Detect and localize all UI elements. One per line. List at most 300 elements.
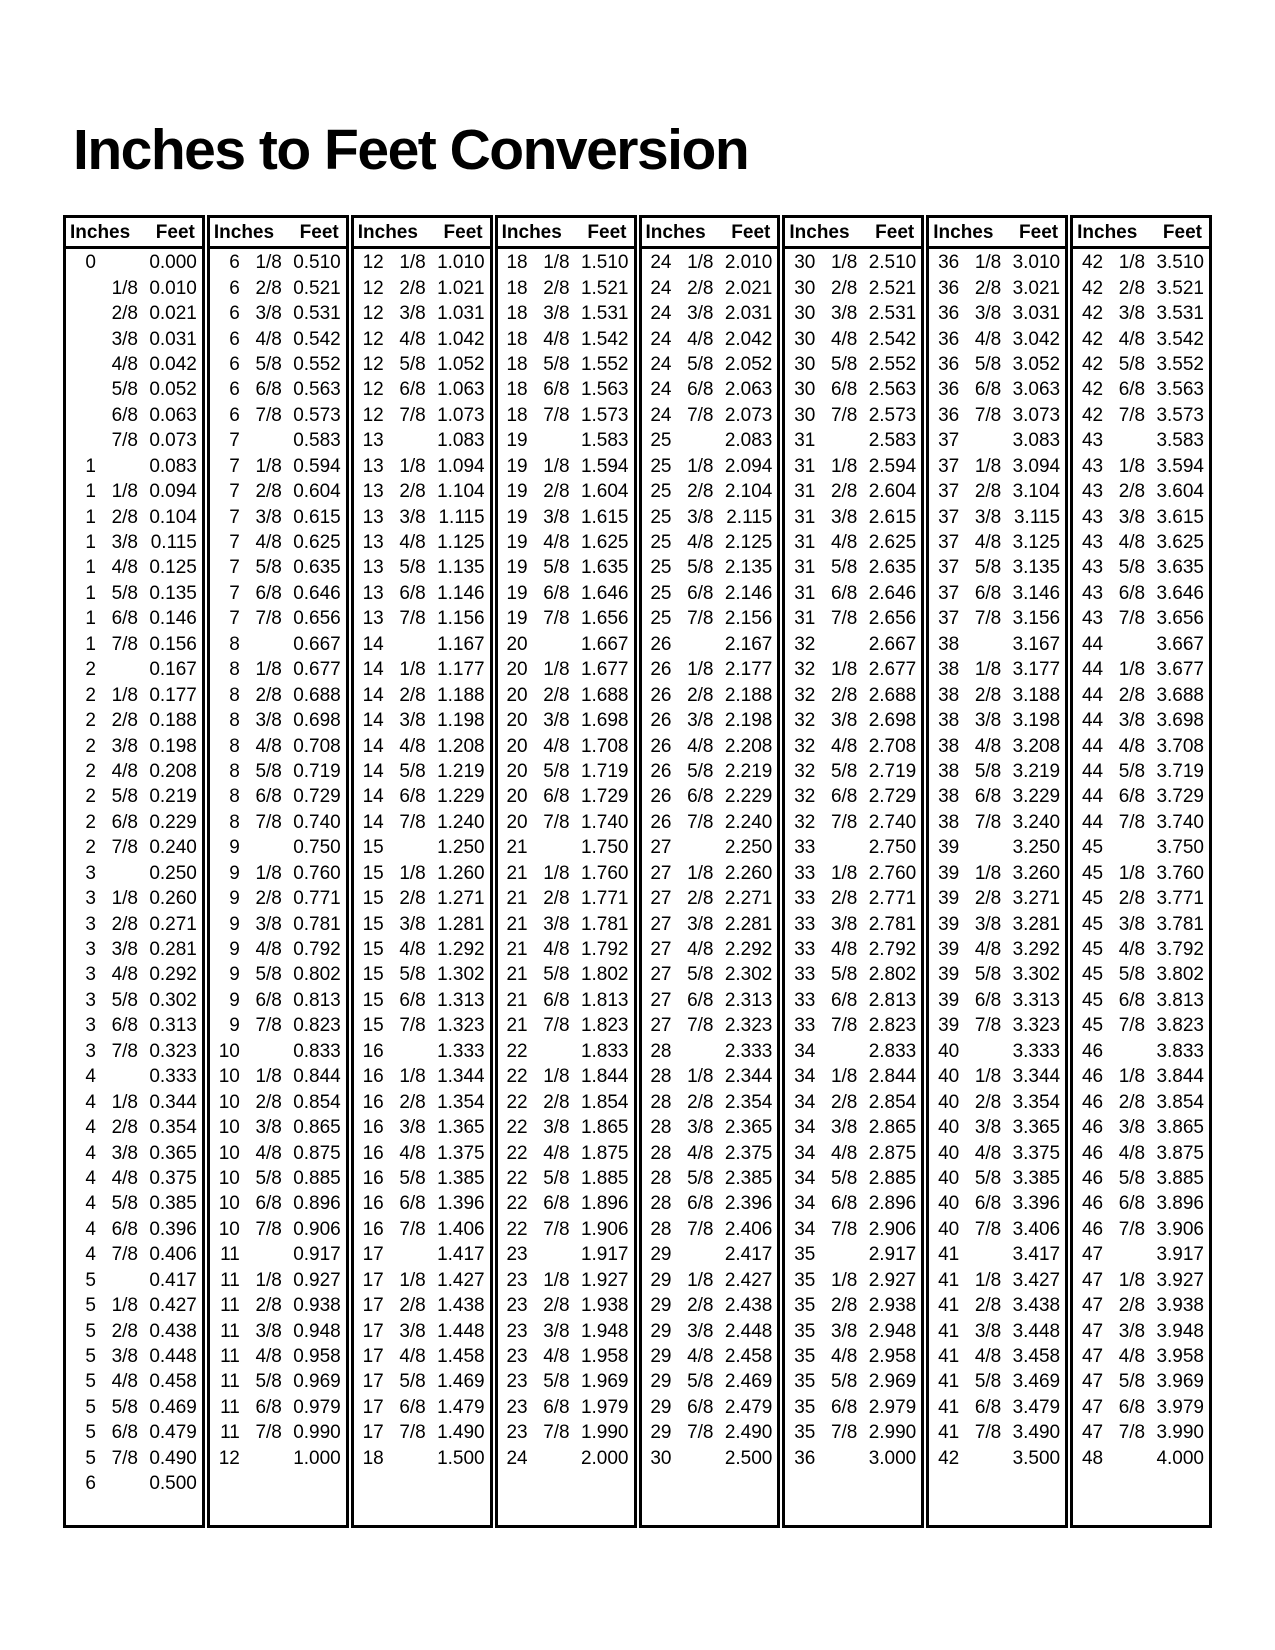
inches-whole-value: 15	[362, 837, 384, 859]
table-row	[785, 1344, 921, 1369]
feet-value: 1.583	[580, 430, 629, 452]
inches-whole-value: 37	[938, 506, 960, 528]
feet-value: 3.719	[1156, 760, 1204, 782]
feet-value: 1.813	[580, 989, 629, 1011]
inches-whole-value: 25	[650, 506, 672, 528]
table-row	[66, 1446, 202, 1471]
inches-whole-value: 44	[1081, 684, 1104, 706]
table-row	[929, 759, 1065, 784]
table-row	[642, 581, 778, 606]
inches-fraction-value: 1/8	[111, 277, 138, 299]
inches-fraction-value: 1/8	[974, 1066, 1002, 1088]
table-row	[1073, 682, 1209, 707]
inches-whole-value: 8	[229, 786, 240, 808]
inches-whole-value: 15	[362, 1015, 384, 1037]
inches-whole-value: 42	[1081, 404, 1104, 426]
inches-fraction-value: 5/8	[111, 989, 138, 1011]
table-row	[210, 1013, 346, 1038]
feet-value: 1.146	[437, 582, 485, 604]
table-row	[642, 1242, 778, 1267]
feet-value: 2.292	[724, 939, 773, 961]
table-row	[498, 1369, 634, 1394]
inches-whole-value: 19	[506, 506, 528, 528]
inches-whole-value: 5	[85, 1396, 96, 1418]
inches-whole-value: 24	[650, 252, 672, 274]
table-row	[354, 326, 490, 351]
table-row	[354, 759, 490, 784]
feet-value: 0.667	[293, 633, 341, 655]
inches-fraction-value: 5/8	[255, 964, 282, 986]
feet-value: 0.656	[293, 608, 341, 630]
table-row	[498, 275, 634, 300]
inches-fraction-value: 6/8	[111, 1218, 138, 1240]
feet-value: 0.188	[149, 710, 197, 732]
table-row	[498, 581, 634, 606]
inches-fraction-value: 7/8	[255, 1218, 282, 1240]
inches-whole-value: 34	[794, 1193, 816, 1215]
table-row	[1073, 988, 1209, 1013]
feet-value: 3.688	[1156, 684, 1204, 706]
inches-whole-value: 47	[1081, 1371, 1104, 1393]
table-row	[210, 275, 346, 300]
inches-whole-value: 11	[220, 1320, 240, 1342]
conversion-column-5	[639, 215, 781, 1528]
inches-whole-value: 39	[938, 888, 960, 910]
inches-whole-value: 14	[362, 735, 384, 757]
inches-whole-value: 29	[650, 1295, 672, 1317]
table-row	[1073, 1369, 1209, 1394]
inches-whole-value: 33	[794, 837, 816, 859]
feet-value: 3.531	[1156, 303, 1204, 325]
inches-fraction-value: 2/8	[399, 1295, 426, 1317]
inches-whole-value: 35	[794, 1295, 816, 1317]
inches-header: Inches	[645, 221, 706, 243]
inches-fraction-value: 1/8	[111, 481, 138, 503]
feet-value: 3.917	[1156, 1244, 1204, 1266]
feet-value: 1.938	[580, 1295, 629, 1317]
inches-whole-value: 4	[85, 1167, 96, 1189]
inches-fraction-value: 2/8	[543, 1091, 570, 1113]
feet-value: 0.594	[293, 455, 341, 477]
inches-whole-value: 4	[85, 1066, 96, 1088]
inches-whole-value: 5	[85, 1320, 96, 1342]
table-row	[785, 759, 921, 784]
table-row	[785, 555, 921, 580]
table-row	[354, 1369, 490, 1394]
inches-fraction-value: 4/8	[255, 939, 282, 961]
inches-whole-value: 45	[1081, 862, 1104, 884]
table-row	[66, 1013, 202, 1038]
inches-fraction-value: 2/8	[543, 888, 570, 910]
table-row	[929, 861, 1065, 886]
feet-value: 2.917	[868, 1244, 917, 1266]
table-row	[210, 479, 346, 504]
table-row	[354, 1064, 490, 1089]
table-row	[66, 784, 202, 809]
inches-fraction-value: 4/8	[830, 1142, 858, 1164]
inches-fraction-value: 2/8	[1118, 888, 1146, 910]
inches-fraction-value: 2/8	[399, 481, 426, 503]
inches-whole-value: 22	[506, 1167, 528, 1189]
inches-whole-value: 5	[85, 1447, 96, 1469]
inches-fraction-value: 4/8	[543, 1142, 570, 1164]
feet-value: 1.010	[437, 252, 485, 274]
feet-value: 3.260	[1012, 862, 1061, 884]
table-row	[1073, 1064, 1209, 1089]
group-rows	[929, 249, 1065, 1525]
inches-whole-value: 11	[220, 1422, 240, 1444]
feet-value: 2.406	[724, 1218, 773, 1240]
table-row	[642, 784, 778, 809]
feet-value: 0.917	[293, 1244, 341, 1266]
feet-value: 0.010	[149, 277, 197, 299]
feet-value: 0.104	[149, 506, 197, 528]
inches-whole-value: 6	[229, 252, 240, 274]
inches-fraction-value: 5/8	[543, 964, 570, 986]
table-row	[354, 810, 490, 835]
table-row	[354, 1293, 490, 1318]
table-row	[354, 962, 490, 987]
table-row	[929, 911, 1065, 936]
table-row	[642, 962, 778, 987]
inches-fraction-value: 3/8	[974, 506, 1002, 528]
inches-fraction-value: 5/8	[1118, 557, 1146, 579]
table-row	[210, 530, 346, 555]
inches-whole-value: 41	[938, 1244, 960, 1266]
inches-whole-value: 28	[650, 1040, 672, 1062]
table-row	[1073, 861, 1209, 886]
inches-fraction-value: 3/8	[974, 710, 1002, 732]
feet-value: 2.802	[868, 964, 917, 986]
inches-fraction-value: 2/8	[830, 481, 858, 503]
table-row	[642, 1293, 778, 1318]
inches-whole-value: 26	[650, 811, 672, 833]
feet-value: 0.740	[293, 811, 341, 833]
conversion-column-2	[207, 215, 349, 1528]
table-row	[929, 479, 1065, 504]
table-row	[1073, 555, 1209, 580]
table-row	[498, 784, 634, 809]
inches-fraction-value: 7/8	[687, 608, 714, 630]
inches-fraction-value: 1/8	[830, 1066, 858, 1088]
inches-fraction-value: 7/8	[1118, 1422, 1146, 1444]
table-row	[642, 1013, 778, 1038]
table-row	[210, 886, 346, 911]
inches-whole-value: 26	[650, 684, 672, 706]
feet-value: 1.469	[437, 1371, 485, 1393]
table-row	[354, 988, 490, 1013]
inches-whole-value: 20	[506, 786, 528, 808]
inches-fraction-value: 4/8	[687, 1142, 714, 1164]
conversion-column-7	[926, 215, 1068, 1528]
inches-whole-value: 2	[85, 786, 96, 808]
table-row	[642, 759, 778, 784]
table-row	[1073, 530, 1209, 555]
inches-fraction-value: 7/8	[830, 1015, 858, 1037]
inches-whole-value: 7	[229, 608, 240, 630]
inches-fraction-value: 6/8	[543, 786, 570, 808]
feet-value: 1.542	[580, 328, 629, 350]
inches-fraction-value: 6/8	[399, 379, 426, 401]
table-row	[642, 886, 778, 911]
table-row	[642, 1369, 778, 1394]
feet-value: 3.656	[1156, 608, 1204, 630]
inches-fraction-value: 4/8	[399, 1346, 426, 1368]
table-row	[66, 1395, 202, 1420]
table-row	[354, 1446, 490, 1471]
table-row	[785, 581, 921, 606]
inches-whole-value: 23	[506, 1269, 528, 1291]
inches-whole-value: 28	[650, 1091, 672, 1113]
table-row	[210, 1217, 346, 1242]
inches-fraction-value: 3/8	[687, 506, 714, 528]
table-row	[354, 377, 490, 402]
feet-value: 0.240	[149, 837, 197, 859]
table-row	[210, 708, 346, 733]
inches-fraction-value: 4/8	[974, 1346, 1002, 1368]
group-rows	[642, 249, 778, 1525]
feet-value: 1.031	[437, 303, 485, 325]
inches-whole-value: 42	[938, 1447, 960, 1469]
inches-fraction-value: 2/8	[974, 1295, 1002, 1317]
table-row	[642, 682, 778, 707]
table-row	[929, 632, 1065, 657]
feet-value: 3.552	[1156, 353, 1204, 375]
inches-fraction-value: 5/8	[687, 353, 714, 375]
table-row	[498, 657, 634, 682]
table-row	[929, 581, 1065, 606]
inches-whole-value: 24	[650, 277, 672, 299]
inches-fraction-value: 3/8	[111, 328, 138, 350]
feet-value: 0.719	[293, 760, 341, 782]
table-row	[66, 682, 202, 707]
inches-fraction-value: 5/8	[543, 1167, 570, 1189]
inches-whole-value: 10	[218, 1193, 240, 1215]
feet-value: 3.021	[1012, 277, 1061, 299]
feet-value: 1.771	[580, 888, 629, 910]
table-row	[785, 1268, 921, 1293]
inches-fraction-value: 6/8	[974, 582, 1002, 604]
feet-value: 3.396	[1012, 1193, 1061, 1215]
inches-fraction-value: 4/8	[255, 735, 282, 757]
feet-value: 3.427	[1012, 1269, 1061, 1291]
inches-whole-value: 27	[650, 1015, 672, 1037]
feet-value: 2.177	[724, 659, 773, 681]
table-row	[66, 810, 202, 835]
feet-value: 2.667	[868, 633, 917, 655]
feet-value: 2.490	[724, 1422, 773, 1444]
inches-whole-value: 30	[794, 379, 816, 401]
inches-whole-value: 41	[938, 1295, 960, 1317]
feet-value: 0.938	[293, 1295, 341, 1317]
inches-fraction-value: 3/8	[543, 1117, 570, 1139]
inches-whole-value: 8	[229, 811, 240, 833]
table-row	[785, 835, 921, 860]
feet-value: 2.229	[724, 786, 773, 808]
feet-value: 1.219	[437, 760, 485, 782]
table-row	[642, 733, 778, 758]
table-row	[354, 632, 490, 657]
table-row	[354, 530, 490, 555]
inches-whole-value: 18	[506, 404, 528, 426]
table-row	[66, 835, 202, 860]
inches-whole-value: 11	[220, 1295, 240, 1317]
inches-whole-value: 39	[938, 837, 960, 859]
feet-value: 2.500	[724, 1447, 773, 1469]
inches-fraction-value: 1/8	[830, 455, 858, 477]
conversion-column-3	[351, 215, 493, 1528]
feet-value: 1.979	[580, 1396, 629, 1418]
inches-whole-value: 35	[794, 1244, 816, 1266]
inches-fraction-value: 4/8	[974, 532, 1002, 554]
inches-whole-value: 40	[938, 1117, 960, 1139]
inches-whole-value: 24	[650, 379, 672, 401]
table-row	[354, 454, 490, 479]
feet-value: 2.125	[724, 532, 773, 554]
inches-fraction-value: 1/8	[543, 862, 570, 884]
inches-fraction-value: 7/8	[830, 404, 858, 426]
table-row	[354, 504, 490, 529]
table-row	[66, 962, 202, 987]
inches-fraction-value: 6/8	[1118, 1193, 1146, 1215]
table-row	[498, 530, 634, 555]
inches-fraction-value: 3/8	[687, 303, 714, 325]
inches-fraction-value: 6/8	[543, 379, 570, 401]
table-row	[929, 352, 1065, 377]
inches-whole-value: 36	[794, 1447, 816, 1469]
table-row	[354, 835, 490, 860]
inches-fraction-value: 7/8	[399, 1218, 426, 1240]
table-row	[642, 530, 778, 555]
feet-value: 3.469	[1012, 1371, 1061, 1393]
inches-fraction-value: 7/8	[543, 1218, 570, 1240]
inches-fraction-value: 5/8	[974, 760, 1002, 782]
inches-whole-value: 19	[506, 532, 528, 554]
table-row	[498, 1166, 634, 1191]
feet-value: 1.521	[580, 277, 629, 299]
feet-value: 1.302	[437, 964, 485, 986]
feet-value: 1.875	[580, 1142, 629, 1164]
inches-fraction-value: 2/8	[111, 1117, 138, 1139]
inches-whole-value: 16	[362, 1167, 384, 1189]
inches-whole-value: 22	[506, 1091, 528, 1113]
table-row	[354, 784, 490, 809]
feet-value: 3.010	[1012, 252, 1061, 274]
feet-value: 1.063	[437, 379, 485, 401]
inches-whole-value: 45	[1081, 888, 1104, 910]
inches-whole-value: 47	[1081, 1422, 1104, 1444]
feet-value: 0.458	[149, 1371, 197, 1393]
inches-whole-value: 31	[794, 582, 816, 604]
table-row	[498, 1395, 634, 1420]
feet-value: 1.802	[580, 964, 629, 986]
feet-value: 3.104	[1012, 481, 1061, 503]
inches-whole-value: 28	[650, 1167, 672, 1189]
table-row	[929, 1115, 1065, 1140]
feet-value: 1.052	[437, 353, 485, 375]
group-rows	[354, 249, 490, 1525]
table-row	[354, 1191, 490, 1216]
feet-value: 1.854	[580, 1091, 629, 1113]
feet-value: 0.198	[149, 735, 197, 757]
feet-value: 0.948	[293, 1320, 341, 1342]
inches-whole-value: 8	[229, 735, 240, 757]
feet-value: 3.094	[1012, 455, 1061, 477]
inches-fraction-value: 4/8	[543, 1346, 570, 1368]
inches-fraction-value: 7/8	[543, 1015, 570, 1037]
inches-whole-value: 32	[794, 786, 816, 808]
table-row	[66, 301, 202, 326]
table-row	[66, 759, 202, 784]
inches-fraction-value: 4/8	[111, 1167, 138, 1189]
table-row	[498, 454, 634, 479]
inches-fraction-value: 5/8	[830, 1167, 858, 1189]
inches-fraction-value: 4/8	[255, 328, 282, 350]
inches-whole-value: 7	[229, 506, 240, 528]
feet-value: 2.688	[868, 684, 917, 706]
inches-whole-value: 4	[85, 1193, 96, 1215]
feet-value: 3.583	[1156, 430, 1204, 452]
inches-fraction-value: 4/8	[830, 1346, 858, 1368]
inches-fraction-value: 3/8	[1118, 1117, 1146, 1139]
inches-fraction-value: 5/8	[255, 1167, 282, 1189]
feet-value: 1.073	[437, 404, 485, 426]
feet-value: 1.719	[580, 760, 629, 782]
feet-value: 0.083	[149, 455, 197, 477]
inches-whole-value: 18	[506, 353, 528, 375]
inches-fraction-value: 1/8	[543, 1269, 570, 1291]
inches-whole-value: 6	[229, 303, 240, 325]
feet-value: 1.208	[437, 735, 485, 757]
inches-fraction-value: 4/8	[687, 939, 714, 961]
inches-whole-value: 12	[362, 303, 384, 325]
feet-value: 2.625	[868, 532, 917, 554]
table-row	[785, 1420, 921, 1445]
feet-value: 0.677	[293, 659, 341, 681]
table-row	[1073, 428, 1209, 453]
table-row	[1073, 886, 1209, 911]
inches-fraction-value: 5/8	[1118, 353, 1146, 375]
feet-value: 2.990	[868, 1422, 917, 1444]
inches-fraction-value: 7/8	[399, 811, 426, 833]
feet-value: 1.594	[580, 455, 629, 477]
inches-whole-value: 37	[938, 430, 960, 452]
table-row	[785, 1115, 921, 1140]
inches-whole-value: 31	[794, 532, 816, 554]
feet-value: 3.198	[1012, 710, 1061, 732]
table-row	[210, 250, 346, 275]
table-row	[785, 1217, 921, 1242]
feet-value: 1.958	[580, 1346, 629, 1368]
inches-whole-value: 18	[362, 1447, 384, 1469]
feet-value: 0.563	[293, 379, 341, 401]
inches-fraction-value: 6/8	[1118, 786, 1146, 808]
table-row	[929, 937, 1065, 962]
feet-value: 1.781	[580, 913, 629, 935]
inches-header: Inches	[933, 221, 994, 243]
table-row	[498, 1115, 634, 1140]
feet-value: 1.698	[580, 710, 629, 732]
inches-whole-value: 16	[362, 1117, 384, 1139]
feet-value: 2.479	[724, 1396, 773, 1418]
table-row	[210, 1166, 346, 1191]
inches-whole-value: 4	[85, 1218, 96, 1240]
table-row	[210, 835, 346, 860]
feet-value: 1.531	[580, 303, 629, 325]
inches-fraction-value: 1/8	[974, 455, 1002, 477]
feet-value: 3.240	[1012, 811, 1061, 833]
inches-whole-value: 23	[506, 1244, 528, 1266]
